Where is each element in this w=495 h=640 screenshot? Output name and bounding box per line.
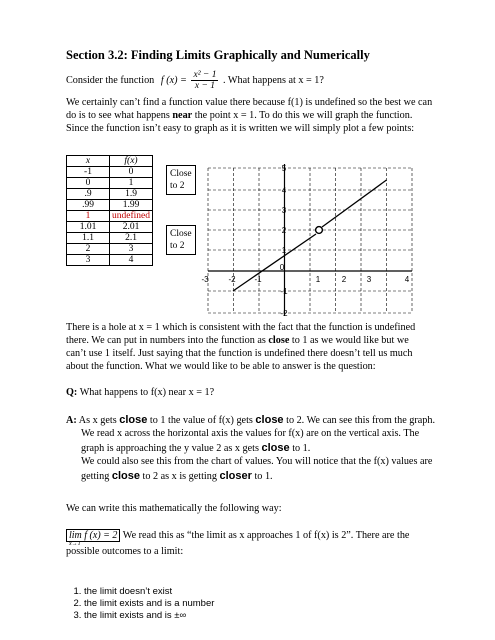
- answer-line4: We could also see this from the chart of values. You will notice that the f(x) values are: [81, 456, 433, 467]
- function-fraction: [191, 70, 218, 91]
- table-cell: 0: [67, 178, 110, 189]
- outcomes-list: [66, 586, 214, 622]
- x-tick-labels: [201, 263, 409, 284]
- table-cell: 3: [110, 244, 153, 255]
- table-row: [67, 222, 153, 233]
- answer-line5: getting close to 2 as x is getting closer to 1.: [81, 470, 273, 482]
- callout-close-to-2-top: [166, 165, 196, 195]
- table-row: [67, 233, 153, 244]
- table-cell: 4: [110, 255, 153, 266]
- intro-question: . What happens at x = 1?: [223, 74, 324, 86]
- answer-label: A:: [66, 415, 77, 426]
- y-tick-label: 1: [281, 246, 287, 255]
- function-line: [233, 234, 316, 291]
- limit-subscript: x→1: [69, 541, 81, 547]
- callout-text: to 2: [170, 241, 185, 251]
- answer-line2: We read x across the horizontal axis the values for f(x) are on the vertical axis. The: [81, 428, 420, 439]
- math-intro: We can write this mathematically the following way:: [66, 503, 282, 514]
- table-cell: 1.99: [110, 200, 153, 211]
- limit-line: [66, 529, 410, 547]
- callout-close-to-2-bottom: [166, 225, 196, 255]
- list-item: 1. the limit doesn’t exist: [84, 586, 214, 598]
- table-cell: .99: [67, 200, 110, 211]
- x-tick-label: 4: [404, 275, 410, 284]
- question-line: [66, 387, 214, 398]
- table-cell: 1.1: [67, 233, 110, 244]
- table-row: [67, 244, 153, 255]
- table-header-fx: f(x): [110, 156, 153, 167]
- x-tick-label: -1: [254, 275, 262, 284]
- y-tick-label: 5: [281, 164, 287, 173]
- table-cell: 1: [67, 211, 110, 222]
- paragraph1-line3: Since the function isn’t easy to graph as it is written we will simply plot a few points:: [66, 123, 415, 134]
- callout-text: Close: [170, 169, 192, 179]
- x-tick-label: -2: [228, 275, 236, 284]
- x-tick-label: 1: [315, 275, 321, 284]
- function-graph: [201, 160, 420, 318]
- fraction-numerator: x² − 1: [193, 70, 217, 80]
- callout-text: to 2: [170, 181, 185, 191]
- table-row: [67, 211, 153, 222]
- table-cell-undefined: undefined: [110, 211, 153, 222]
- table-row: [67, 255, 153, 266]
- near-word: near: [172, 110, 193, 121]
- table-row: [67, 178, 153, 189]
- intro-fx: f (x) =: [160, 74, 187, 86]
- paragraph2-line4: about the function. What we would like to be able to answer is the question:: [66, 361, 376, 372]
- outcomes-intro: possible outcomes to a limit:: [66, 546, 184, 557]
- table-cell: 2.01: [110, 222, 153, 233]
- paragraph2-line2: there. We can put in numbers into the function as close to 1 as we would like but we: [66, 335, 409, 346]
- table-cell: 2: [67, 244, 110, 255]
- table-cell: 3: [67, 255, 110, 266]
- table-cell: 1.9: [110, 189, 153, 200]
- intro-line: [66, 70, 324, 91]
- x-tick-label: 3: [366, 275, 372, 284]
- x-tick-label: 0: [279, 263, 285, 272]
- intro-consider: Consider the function: [66, 74, 155, 86]
- y-tick-label: -1: [280, 287, 288, 296]
- table-header-row: [67, 156, 153, 167]
- question-text: What happens to f(x) near x = 1?: [77, 387, 215, 398]
- function-line: [322, 180, 387, 227]
- limit-expression: [66, 529, 120, 547]
- table-cell: 1: [110, 178, 153, 189]
- table-header-x: x: [67, 156, 110, 167]
- paragraph2-line1: There is a hole at x = 1 which is consistent with the fact that the function is undefined: [66, 322, 416, 333]
- y-tick-label: -2: [280, 309, 288, 318]
- table-cell: 1.01: [67, 222, 110, 233]
- table-cell: -1: [67, 167, 110, 178]
- table-cell: .9: [67, 189, 110, 200]
- table-row: [67, 189, 153, 200]
- answer-line3: graph is approaching the y value 2 as x gets close to 1.: [81, 442, 311, 454]
- callout-text: Close: [170, 229, 192, 239]
- limit-reading: We read this as “the limit as x approaches 1 of f(x) is 2”. There are the: [120, 530, 410, 541]
- answer-line1: A: As x gets close to 1 the value of f(x) gets close to 2. We can see this from the graph.: [66, 414, 436, 426]
- paragraph1-line2: do is to see what happens near the point x = 1. To do this we will graph the function.: [66, 110, 413, 121]
- section-title: Section 3.2: Finding Limits Graphically and Numerically: [66, 48, 370, 62]
- y-tick-label: 2: [281, 226, 287, 235]
- table-cell: 2.1: [110, 233, 153, 244]
- graph-grid: [208, 168, 412, 313]
- table-cell: 0: [110, 167, 153, 178]
- list-item: 3. the limit exists and is ±∞: [84, 610, 214, 622]
- x-tick-label: -3: [201, 275, 209, 284]
- paragraph1-line1: We certainly can’t find a function value there because f(1) is undefined so the best we can: [66, 97, 433, 108]
- y-tick-label: 4: [281, 186, 287, 195]
- table-row: [67, 167, 153, 178]
- paragraph2-line3: can’t use 1 itself. Just saying that the function is undefined there doesn’t tell us much: [66, 348, 413, 359]
- question-label: Q:: [66, 387, 78, 398]
- list-item: 2. the limit exists and is a number: [84, 598, 214, 610]
- fraction-denominator: x − 1: [194, 81, 216, 91]
- limit-expr-text: lim f (x) = 2: [69, 530, 118, 541]
- hole-marker: [316, 227, 323, 234]
- x-tick-label: 2: [341, 275, 347, 284]
- table-row: [67, 200, 153, 211]
- values-table: [66, 155, 153, 266]
- y-tick-label: 3: [281, 206, 287, 215]
